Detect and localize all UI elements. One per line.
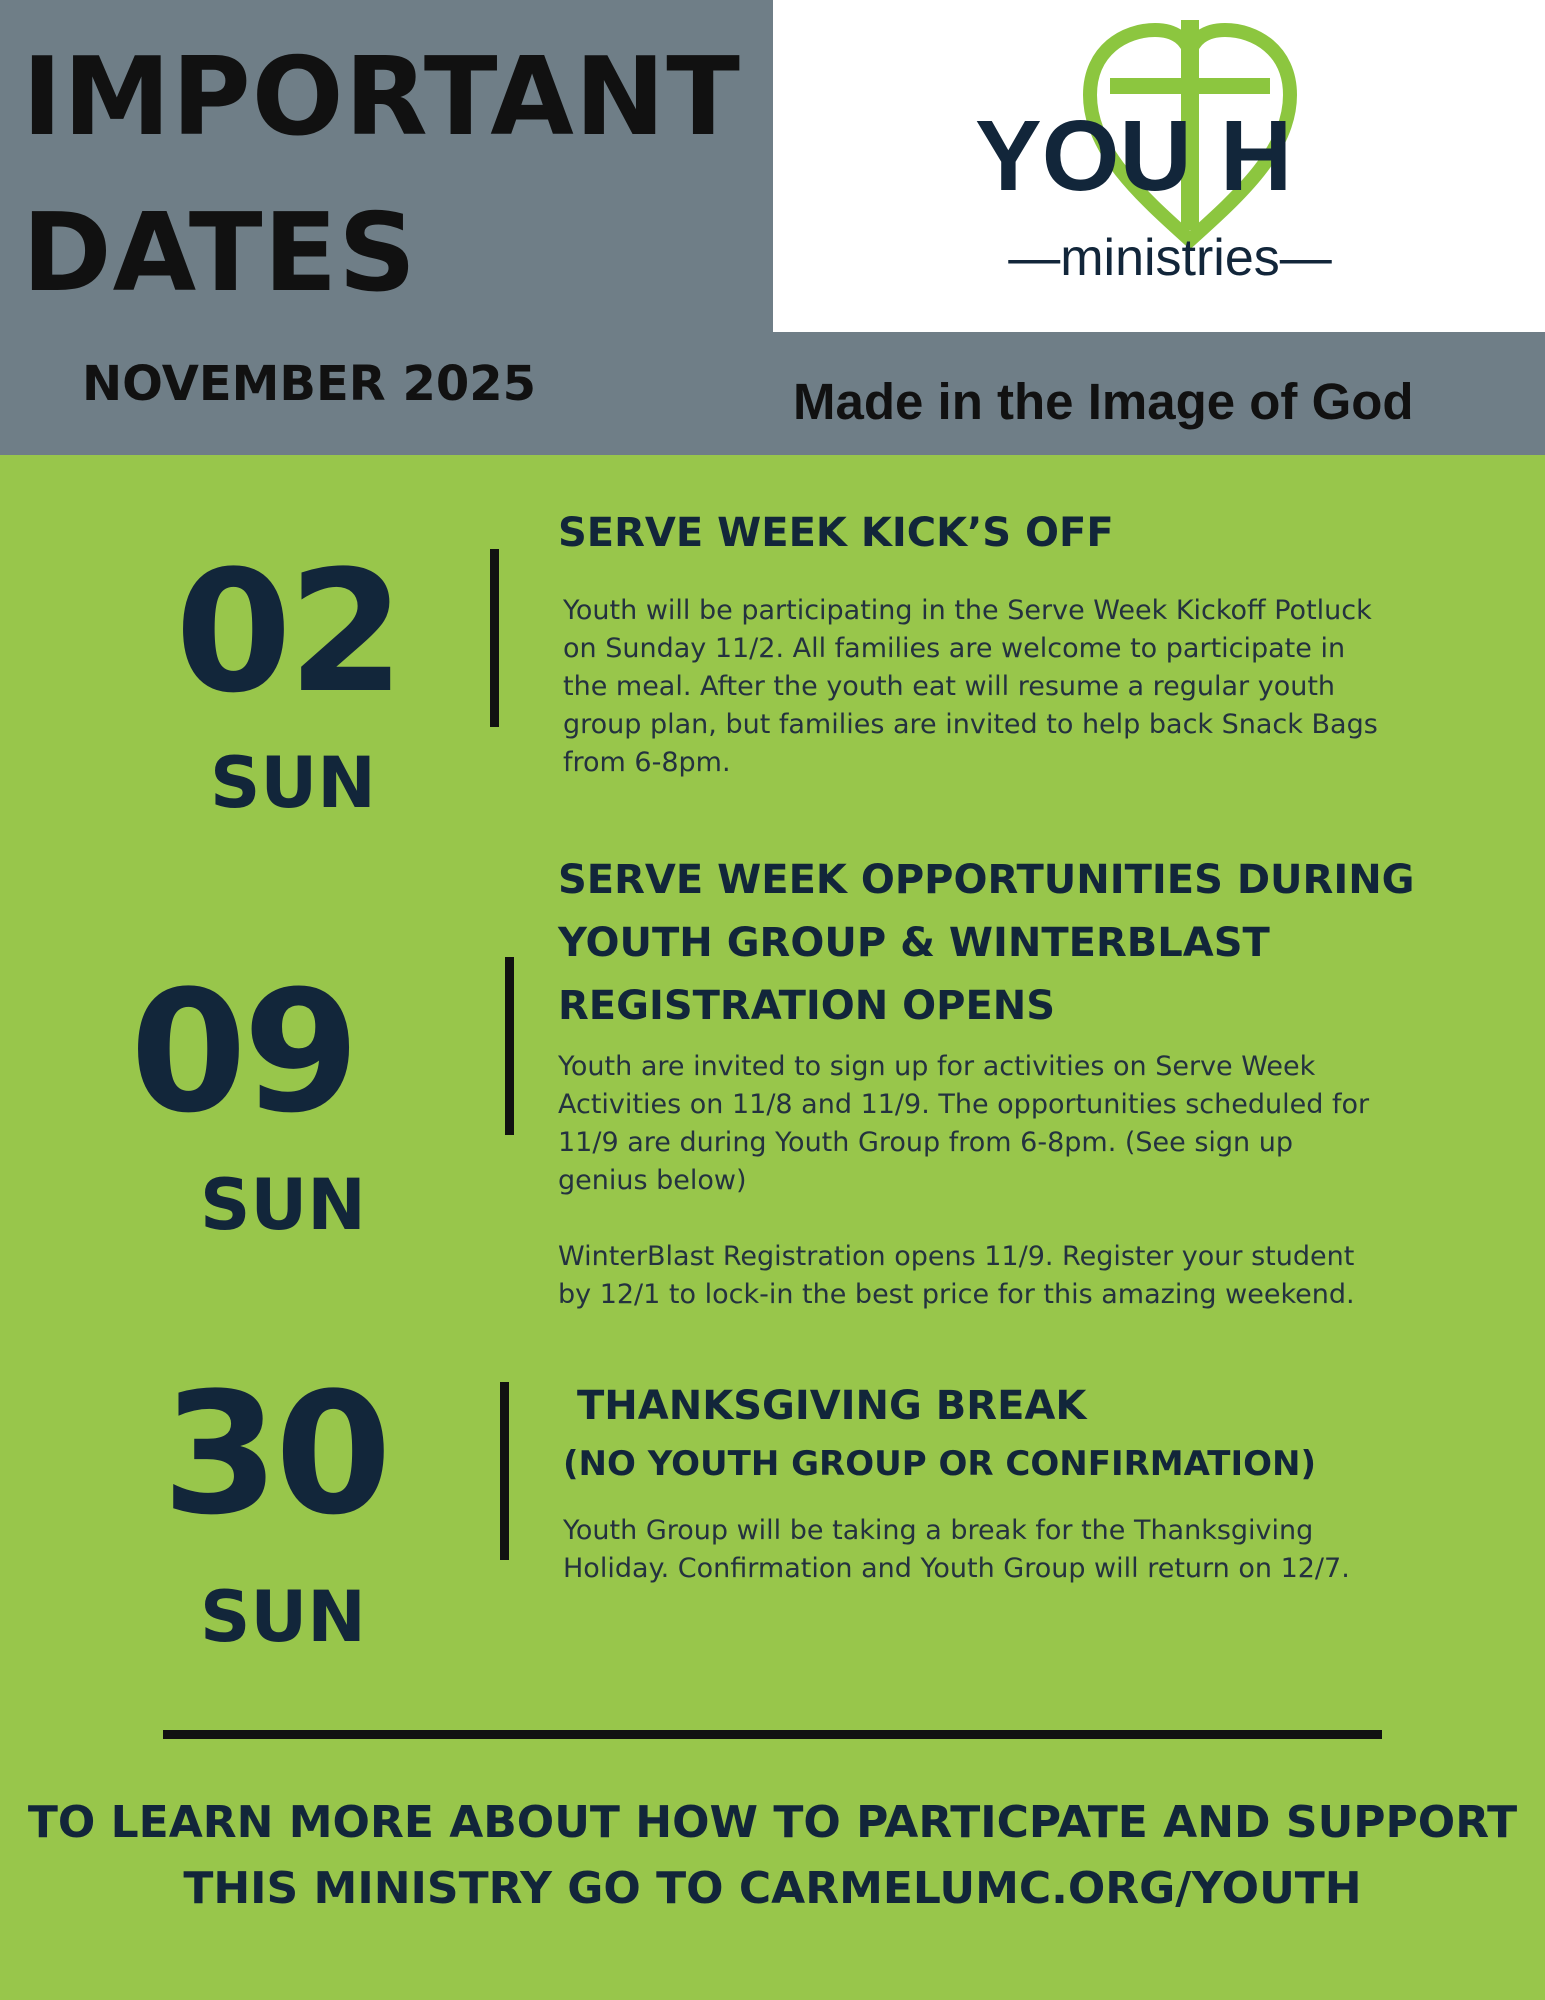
event-subtitle: (NO YOUTH GROUP OR CONFIRMATION): [563, 1444, 1317, 1484]
event-day-number: 30: [162, 1356, 388, 1552]
event-divider: [505, 957, 514, 1135]
event-description: Youth Group will be taking a break for the Thanksgiving Holiday. Confirmation and Youth Group will return on 12/7.: [563, 1515, 1350, 1584]
footer-divider: [163, 1730, 1382, 1739]
event-title: SERVE WEEK KICK’S OFF: [558, 510, 1114, 556]
event-weekday: SUN: [200, 1576, 366, 1658]
event-title: THANKSGIVING BREAK: [577, 1383, 1087, 1429]
logo-word-left: YOU: [975, 100, 1192, 212]
event-divider: [500, 1382, 509, 1560]
logo-subtitle: —ministries—: [1008, 229, 1332, 287]
footer-call-to-action: TO LEARN MORE ABOUT HOW TO PARTICPATE AND SUPPORT THIS MINISTRY GO TO CARMELUMC.ORG/YOUTH: [27, 1797, 1518, 1914]
event-weekday: SUN: [210, 742, 376, 824]
event-day-number: 09: [130, 954, 356, 1150]
event-description-secondary: WinterBlast Registration opens 11/9. Register your student by 12/1 to lock-in the best price for this amazing weekend.: [558, 1241, 1355, 1310]
event-day-number: 02: [175, 534, 401, 730]
event-description: Youth are invited to sign up for activities on Serve Week Activities on 11/8 and 11/9. The opportunities scheduled for 11/9 are during Youth Group from 6-8pm. (See sign up genius below): [558, 1051, 1370, 1196]
page-title-line-1: IMPORTANT: [22, 35, 741, 160]
event-divider: [490, 549, 499, 727]
month-label: NOVEMBER 2025: [82, 356, 537, 412]
tagline: Made in the Image of God: [793, 373, 1414, 430]
youth-ministries-logo: [940, 10, 1420, 300]
event-title: SERVE WEEK OPPORTUNITIES DURING YOUTH GROUP & WINTERBLAST REGISTRATION OPENS: [558, 857, 1415, 1029]
event-description: Youth will be participating in the Serve Week Kickoff Potluck on Sunday 11/2. All families are welcome to participate in the meal. After the youth eat will resume a regular youth group plan, but families are invited to help back Snack Bags from 6-8pm.: [563, 595, 1378, 778]
logo-word-right: H: [1220, 100, 1293, 212]
page-title-line-2: DATES: [22, 191, 418, 316]
event-weekday: SUN: [200, 1164, 366, 1246]
cross-horizontal: [1110, 78, 1270, 94]
